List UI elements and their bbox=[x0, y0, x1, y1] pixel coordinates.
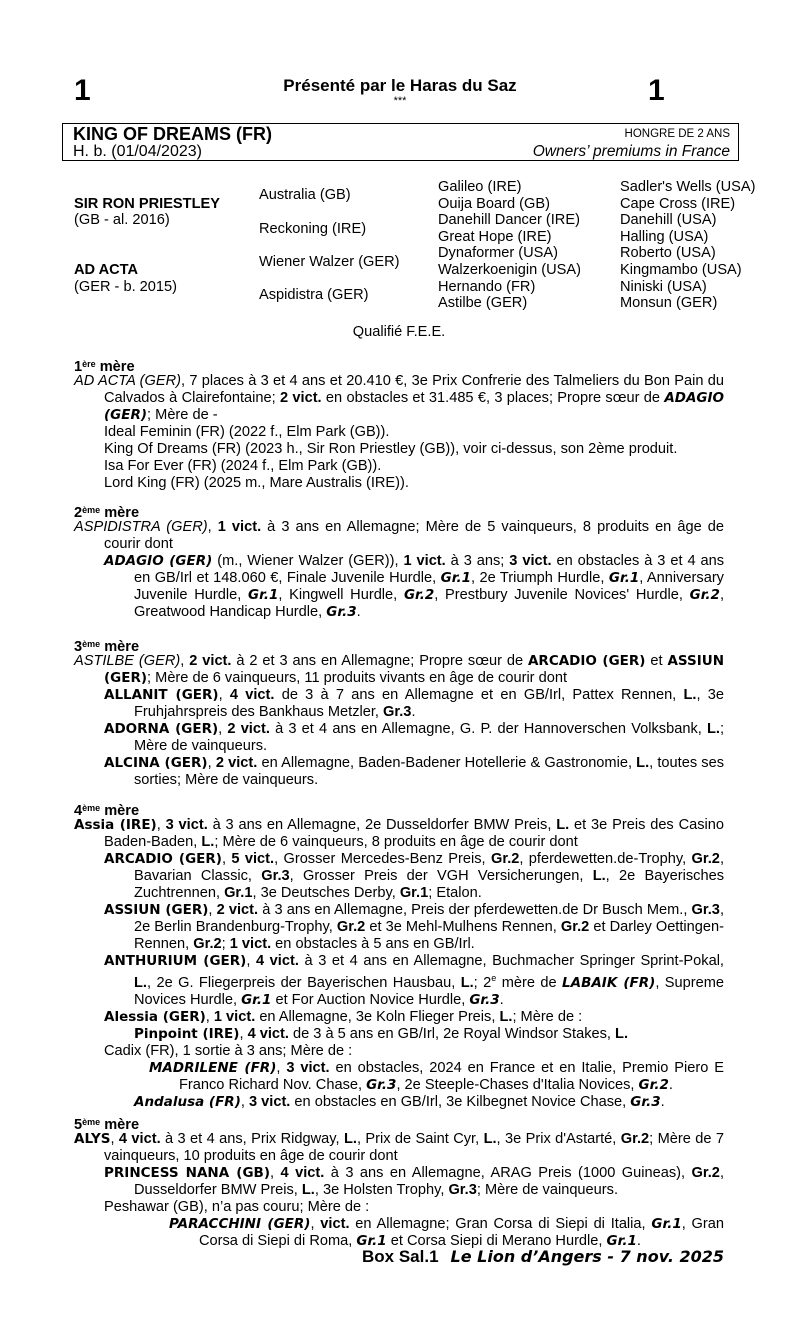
wins: 3 vict. bbox=[286, 1059, 330, 1076]
text: . bbox=[499, 991, 504, 1008]
text: ; Mère de vainqueurs. bbox=[476, 1182, 618, 1198]
text: ; Mère de - bbox=[147, 407, 218, 423]
text: ; Mère de 6 vainqueurs, 8 produits en âge de courir dont bbox=[214, 834, 578, 850]
horse-description: H. b. (01/04/2023) bbox=[73, 143, 202, 160]
grade: Gr.2 bbox=[336, 919, 366, 935]
wins: 4 vict. bbox=[255, 953, 299, 969]
grade: Gr.3 bbox=[630, 1093, 661, 1110]
grade: L. bbox=[706, 721, 720, 737]
section-ordinal: ère bbox=[82, 359, 96, 369]
wins: 3 vict. bbox=[509, 553, 552, 569]
produce-entry bbox=[74, 721, 724, 755]
wins: 4 vict. bbox=[247, 1025, 289, 1042]
dam-name: ALYS bbox=[74, 1131, 111, 1147]
wins: 4 vict. bbox=[118, 1131, 161, 1147]
horse-name: KING OF DREAMS (FR) bbox=[73, 124, 272, 144]
grade: L. bbox=[134, 974, 147, 991]
text: à 3 ans en Allemagne; Mère de 5 vainqueurs, 8 produits en âge de courir dont bbox=[104, 519, 724, 552]
grade: L. bbox=[201, 834, 215, 850]
lot-number-right: 1 bbox=[648, 74, 665, 107]
text: , toutes ses sorties; Mère de vainqueurs. bbox=[134, 755, 725, 788]
text: en Allemagne, 3e Koln Flieger Preis, bbox=[255, 1008, 500, 1025]
pedigree-dam-info: (GER - b. 2015) bbox=[74, 279, 178, 295]
produce-item: Lord King (FR) (2025 m., Mare Australis (IRE)). bbox=[104, 475, 409, 491]
grade: Gr.3 bbox=[383, 704, 412, 720]
pedigree-gen3: Ouija Board (GB) bbox=[438, 196, 550, 212]
grade: L. bbox=[499, 1008, 513, 1025]
produce-name: ALLANIT (GER) bbox=[104, 687, 219, 703]
section-1st-dam bbox=[74, 373, 724, 492]
text: , bbox=[310, 1216, 321, 1232]
produce-name: ADORNA (GER) bbox=[104, 721, 219, 737]
grade: Gr.1 bbox=[248, 587, 279, 603]
text: , Grosser Mercedes-Benz Preis, bbox=[274, 851, 491, 867]
text: et Darley Oettingen-Rennen, bbox=[134, 919, 724, 952]
text: ; Mère de 6 vainqueurs, 11 produits vivants en âge de courir dont bbox=[147, 670, 568, 686]
produce-entry bbox=[74, 755, 724, 789]
wins: 4 vict. bbox=[280, 1165, 325, 1181]
grade: Gr.2 bbox=[403, 587, 435, 603]
text: . bbox=[636, 1233, 641, 1249]
text: , Greatwood Handicap Hurdle, bbox=[134, 587, 725, 620]
section-number: 3 bbox=[74, 639, 83, 655]
text: , 2e Steeple-Chases d'Italia Novices, bbox=[396, 1076, 639, 1093]
text: , bbox=[246, 953, 256, 969]
text: ; 2 bbox=[473, 974, 492, 991]
sibling-name: ARCADIO (GER) bbox=[527, 653, 646, 669]
text: ; Mère de 7 vainqueurs, 10 produits en âge de courir dont bbox=[104, 1131, 724, 1164]
pedigree-gen4: Halling (USA) bbox=[620, 229, 709, 245]
text: . bbox=[411, 704, 416, 720]
text: à 3 et 4 ans en Allemagne, G. P. der Hannoverschen Volksbank, bbox=[269, 721, 707, 737]
wins: 1 vict. bbox=[403, 553, 446, 569]
pedigree-gen4: Sadler's Wells (USA) bbox=[620, 179, 756, 195]
text: , Gran Corsa di Siepi di Roma, bbox=[199, 1216, 724, 1249]
pedigree-sire-info: (GB - al. 2016) bbox=[74, 212, 170, 228]
sibling-name: ADAGIO (GER) bbox=[104, 390, 725, 423]
wins: 1 vict. bbox=[229, 936, 272, 952]
section-label: mère bbox=[99, 359, 135, 375]
text: , bbox=[239, 1025, 248, 1042]
descendant-entry bbox=[74, 1026, 724, 1043]
section-ordinal: ème bbox=[82, 803, 101, 813]
grade: Gr.2 bbox=[691, 1165, 720, 1181]
grade: Gr.1 bbox=[651, 1216, 682, 1232]
wins: 4 vict. bbox=[229, 687, 275, 703]
section-4th-dam bbox=[74, 817, 724, 1111]
text: , bbox=[156, 817, 166, 833]
text: à 3 et 4 ans, Prix Ridgway, bbox=[160, 1131, 344, 1147]
pedigree-gen3: Galileo (IRE) bbox=[438, 179, 522, 195]
dam-entry bbox=[74, 519, 724, 553]
produce-entry bbox=[74, 553, 724, 621]
wins: 3 vict. bbox=[248, 1093, 291, 1110]
text: ; Mère de vainqueurs. bbox=[134, 721, 725, 754]
text: , bbox=[180, 653, 190, 669]
dam-entry bbox=[74, 817, 724, 851]
wins: 2 vict. bbox=[279, 390, 322, 406]
text: ; Mère de : bbox=[512, 1008, 583, 1025]
descendant-entry bbox=[74, 1094, 724, 1111]
section-ordinal: ème bbox=[82, 505, 101, 515]
dam-entry bbox=[74, 653, 724, 687]
grade: Gr.2 bbox=[689, 587, 720, 603]
grade: Gr.3 bbox=[469, 991, 500, 1008]
text: , bbox=[207, 755, 216, 771]
produce-name: Alessia (GER) bbox=[104, 1008, 206, 1025]
produce-name: ALCINA (GER) bbox=[104, 755, 208, 771]
text: , bbox=[205, 1008, 214, 1025]
pedigree-gen3: Danehill Dancer (IRE) bbox=[438, 212, 580, 228]
section-number: 4 bbox=[74, 803, 83, 819]
wins: 1 vict. bbox=[213, 1008, 256, 1025]
text: en obstacles en GB/Irl, 3e Kilbegnet Novice Chase, bbox=[290, 1093, 631, 1110]
footer-location bbox=[362, 1247, 724, 1267]
produce-item: Isa For Ever (FR) (2024 f., Elm Park (GB)). bbox=[104, 458, 382, 474]
grade: Gr.2 bbox=[691, 851, 720, 867]
text: , Supreme Novices Hurdle, bbox=[134, 974, 724, 1008]
descendant-name: MADRILENE (FR) bbox=[149, 1059, 277, 1076]
text: , 2e Triumph Hurdle, bbox=[470, 570, 609, 586]
pedigree-gen3: Walzerkoenigin (USA) bbox=[438, 262, 582, 278]
grade: Gr.2 bbox=[490, 851, 520, 867]
grade: Gr.2 bbox=[560, 919, 590, 935]
produce-name: PRINCESS NANA (GB) bbox=[104, 1165, 270, 1181]
text: , bbox=[218, 687, 230, 703]
grade: Gr.1 bbox=[608, 570, 640, 586]
section-label: mère bbox=[104, 1117, 140, 1133]
section-ordinal: ème bbox=[82, 639, 101, 649]
pedigree-gen2: Reckoning (IRE) bbox=[259, 221, 367, 237]
grade: Gr.1 bbox=[440, 570, 471, 586]
sibling-name: ASSIUN (GER) bbox=[104, 653, 725, 686]
text: à 3 ans en Allemagne, ARAG Preis (1000 Guineas), bbox=[324, 1165, 692, 1181]
text: , 3e Prix d'Astarté, bbox=[496, 1131, 621, 1147]
wins: 2 vict. bbox=[189, 653, 232, 669]
text: à 2 et 3 ans en Allemagne; Propre sœur de bbox=[231, 653, 528, 669]
wins: 5 vict. bbox=[231, 851, 275, 867]
grade: Gr.3 bbox=[366, 1076, 397, 1093]
text: , 3e Fruhjahrspreis des Bankhaus Metzler, bbox=[134, 687, 725, 720]
produce-entry bbox=[74, 902, 724, 953]
text: , 3e Holsten Trophy, bbox=[314, 1182, 449, 1198]
text: , pferdewetten.de-Trophy, bbox=[519, 851, 692, 867]
text: , bbox=[221, 851, 232, 867]
text: , 2e G. Fliegerpreis der Bayerischen Hausbau, bbox=[146, 974, 461, 991]
text: , bbox=[240, 1093, 249, 1110]
section-ordinal: ème bbox=[82, 1117, 101, 1127]
box-number: Box Sal.1 bbox=[362, 1247, 439, 1266]
text: . bbox=[356, 604, 361, 620]
produce-entry bbox=[74, 851, 724, 902]
descendant-entry bbox=[74, 1216, 724, 1250]
grade: Gr.3 bbox=[261, 868, 290, 884]
produce-entry bbox=[74, 1009, 724, 1026]
produce-name: ADAGIO (GER) bbox=[104, 553, 213, 569]
presenter-title: Présenté par le Haras du Saz bbox=[283, 76, 517, 95]
text: , bbox=[218, 721, 228, 737]
pedigree-gen3: Hernando (FR) bbox=[438, 279, 536, 295]
text: en obstacles à 5 ans en GB/Irl. bbox=[271, 936, 475, 952]
text: en obstacles et 31.485 €, 3 places; Propre sœur de bbox=[321, 390, 665, 406]
dam-name: Assia (IRE) bbox=[74, 817, 157, 833]
dam-name: ASPIDISTRA (GER) bbox=[74, 519, 208, 535]
grade: L. bbox=[301, 1182, 315, 1198]
grade: Gr.3 bbox=[691, 902, 720, 918]
pedigree-dam-name: AD ACTA bbox=[74, 262, 139, 278]
text: et Corsa Siepi di Merano Hurdle, bbox=[386, 1233, 607, 1249]
text: et bbox=[645, 653, 668, 669]
dam-entry bbox=[74, 373, 724, 424]
section-label: mère bbox=[104, 505, 140, 521]
text: , Anniversary Juvenile Hurdle, bbox=[134, 570, 724, 603]
section-2nd-dam bbox=[74, 519, 724, 621]
grade: L. bbox=[460, 974, 474, 991]
wins: 3 vict. bbox=[165, 817, 208, 833]
descendant-entry bbox=[74, 1060, 724, 1094]
text: et For Auction Novice Hurdle, bbox=[271, 991, 470, 1008]
pedigree-sire-name: SIR RON PRIESTLEY bbox=[74, 196, 220, 212]
wins: 1 vict. bbox=[217, 519, 262, 535]
grade: L. bbox=[343, 1131, 357, 1147]
text: , 2e Berlin Brandenburg-Trophy, bbox=[134, 902, 724, 935]
pedigree-gen4: Niniski (USA) bbox=[620, 279, 707, 295]
pedigree-gen2: Wiener Walzer (GER) bbox=[259, 254, 400, 270]
text: ; bbox=[221, 936, 230, 952]
produce-item: Ideal Feminin (FR) (2022 f., Elm Park (GB)). bbox=[104, 424, 390, 440]
text: , 3e Deutsches Derby, bbox=[252, 885, 400, 901]
grade: L. bbox=[636, 755, 650, 771]
grade: Gr.1 bbox=[224, 885, 253, 901]
lot-number-left: 1 bbox=[74, 74, 91, 107]
pedigree-gen2: Aspidistra (GER) bbox=[259, 287, 369, 303]
text: à 3 ans en Allemagne, Preis der pferdewetten.de Dr Busch Mem., bbox=[258, 902, 692, 918]
descendant-name: Andalusa (FR) bbox=[134, 1093, 241, 1110]
ordinal: e bbox=[491, 973, 497, 983]
text: à 3 ans en Allemagne, 2e Dusseldorfer BMW Preis, bbox=[207, 817, 557, 833]
grade: Gr.3 bbox=[326, 604, 357, 620]
text: ; Etalon. bbox=[428, 885, 482, 901]
text: en Allemagne, Baden-Badener Hotellerie & Gastronomie, bbox=[257, 755, 637, 771]
pedigree-gen4: Roberto (USA) bbox=[620, 245, 716, 261]
section-number: 1 bbox=[74, 359, 83, 375]
wins: 2 vict. bbox=[216, 902, 259, 918]
pedigree-gen2: Australia (GB) bbox=[259, 187, 351, 203]
pedigree-gen3: Astilbe (GER) bbox=[438, 295, 528, 311]
wins: 2 vict. bbox=[227, 721, 270, 737]
dam-name: AD ACTA (GER) bbox=[74, 373, 181, 389]
section-5th-dam bbox=[74, 1131, 724, 1250]
pedigree-gen4: Danehill (USA) bbox=[620, 212, 717, 228]
text: , Kingwell Hurdle, bbox=[278, 587, 404, 603]
descendant-name: Pinpoint (IRE) bbox=[134, 1025, 240, 1042]
section-3rd-dam bbox=[74, 653, 724, 789]
grade: L. bbox=[615, 1025, 629, 1042]
produce-entry bbox=[74, 1165, 724, 1199]
text: , 2e Bayerisches Zuchtrennen, bbox=[134, 868, 724, 901]
section-label: mère bbox=[104, 639, 140, 655]
pedigree-gen4: Kingmambo (USA) bbox=[620, 262, 742, 278]
pedigree-gen3: Great Hope (IRE) bbox=[438, 229, 552, 245]
section-number: 5 bbox=[74, 1117, 83, 1133]
produce-name: ARCADIO (GER) bbox=[104, 851, 222, 867]
text: en Allemagne; Gran Corsa di Siepi di Italia, bbox=[349, 1216, 652, 1232]
horse-sex-age: HONGRE DE 2 ANS bbox=[624, 128, 730, 140]
text: , 7 places à 3 et 4 ans et 20.410 €, 3e Prix Confrerie des Talmeliers du Bon Pain du Calvados à Clairefontaine; bbox=[104, 373, 724, 406]
text: , bbox=[276, 1059, 287, 1076]
text: (m., Wiener Walzer (GER)), bbox=[212, 553, 404, 569]
text: de 3 à 7 ans en Allemagne et en GB/Irl, Pattex Rennen, bbox=[274, 687, 684, 703]
text: à 3 ans; bbox=[445, 553, 510, 569]
stars-separator: *** bbox=[393, 95, 407, 107]
produce-entry bbox=[74, 687, 724, 721]
grade: Gr.2 bbox=[193, 936, 222, 952]
text: en obstacles à 3 et 4 ans en GB/Irl et 148.060 €, Finale Juvenile Hurdle, bbox=[134, 553, 725, 586]
descendant-name: LABAIK (FR) bbox=[562, 974, 656, 991]
produce-entry: Cadix (FR), 1 sortie à 3 ans; Mère de : bbox=[104, 1042, 353, 1059]
produce-name: ANTHURIUM (GER) bbox=[104, 953, 247, 969]
text: , Prix de Saint Cyr, bbox=[356, 1131, 484, 1147]
text: et 3e Preis des Casino Baden-Baden, bbox=[104, 817, 724, 850]
sale-place-date: Le Lion d’Angers - 7 nov. 2025 bbox=[450, 1247, 724, 1266]
horse-identity-box bbox=[62, 123, 739, 161]
section-number: 2 bbox=[74, 505, 83, 521]
grade: Gr.2 bbox=[620, 1131, 650, 1147]
grade: Gr.1 bbox=[399, 885, 429, 901]
owners-premiums: Owners’ premiums in France bbox=[532, 143, 730, 160]
produce-entry bbox=[74, 953, 724, 1009]
produce-item: King Of Dreams (FR) (2023 h., Sir Ron Priestley (GB)), voir ci-dessus, son 2ème produit. bbox=[104, 441, 678, 457]
text: , Prestbury Juvenile Novices' Hurdle, bbox=[434, 587, 690, 603]
text: . bbox=[660, 1093, 665, 1110]
grade: L. bbox=[592, 868, 606, 884]
pedigree-gen4: Cape Cross (IRE) bbox=[620, 196, 736, 212]
dam-name: ASTILBE (GER) bbox=[74, 653, 181, 669]
text: de 3 à 5 ans en GB/Irl, 2e Royal Windsor Stakes, bbox=[288, 1025, 616, 1042]
text: . bbox=[668, 1076, 673, 1093]
text: , bbox=[208, 902, 217, 918]
grade: Gr.3 bbox=[448, 1182, 477, 1198]
grade: Gr.2 bbox=[638, 1076, 669, 1093]
wins: vict. bbox=[320, 1216, 350, 1232]
text: et 3e Mehl-Mulhens Rennen, bbox=[365, 919, 561, 935]
grade: L. bbox=[483, 1131, 497, 1147]
pedigree-gen3: Dynaformer (USA) bbox=[438, 245, 559, 261]
text: , bbox=[207, 519, 218, 535]
dam-entry bbox=[74, 1131, 724, 1165]
grade: L. bbox=[683, 687, 697, 703]
produce-name: ASSIUN (GER) bbox=[104, 902, 209, 918]
text: en obstacles, 2024 en France et en Italie, Premio Piero E Franco Richard Nov. Chase, bbox=[179, 1059, 724, 1093]
descendant-name: PARACCHINI (GER) bbox=[169, 1216, 311, 1232]
text: , bbox=[270, 1165, 281, 1181]
text: , Bavarian Classic, bbox=[134, 851, 724, 884]
text: , Dusseldorfer BMW Preis, bbox=[134, 1165, 724, 1198]
text: mère de bbox=[496, 974, 563, 991]
produce-entry: Peshawar (GB), n’a pas couru; Mère de : bbox=[104, 1199, 370, 1215]
text: à 3 et 4 ans en Allemagne, Buchmacher Springer Sprint-Pokal, bbox=[298, 953, 724, 969]
grade: Gr.1 bbox=[356, 1233, 387, 1249]
grade: L. bbox=[556, 817, 570, 833]
wins: 2 vict. bbox=[215, 755, 258, 771]
pedigree-gen4: Monsun (GER) bbox=[620, 295, 718, 311]
text: , bbox=[110, 1131, 119, 1147]
text: , Grosser Preis der VGH Versicherungen, bbox=[289, 868, 593, 884]
grade: Gr.1 bbox=[606, 1233, 637, 1249]
grade: Gr.1 bbox=[241, 991, 272, 1008]
qualification: Qualifié F.E.E. bbox=[352, 324, 446, 340]
section-label: mère bbox=[104, 803, 140, 819]
